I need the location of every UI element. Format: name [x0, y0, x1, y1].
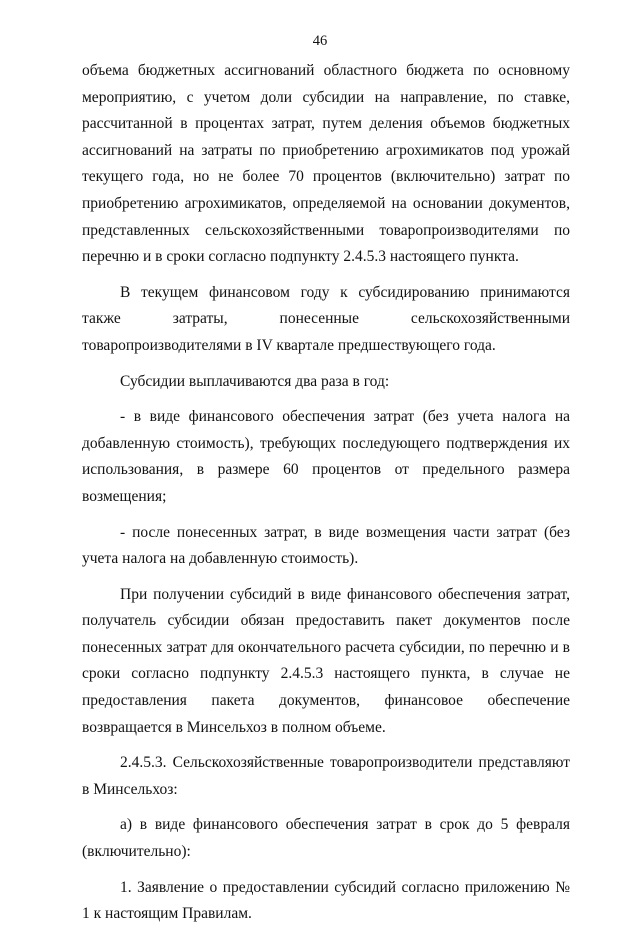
list-item-reimbursement: - после понесенных затрат, в виде возмещения части затрат (без учета налога на добавленную стоимость). — [82, 523, 570, 568]
paragraph-q4-costs: В текущем финансовом году к субсидированию принимаются также затраты, понесенные сельскохозяйственными товаропроизводителями в IV квартале предшествующего года. — [82, 283, 570, 354]
document-body — [82, 58, 570, 937]
paragraph-subsection-a: а) в виде финансового обеспечения затрат в срок до 5 февраля (включительно): — [82, 816, 570, 861]
list-item-financial-provision: - в виде финансового обеспечения затрат (без учета налога на добавленную стоимость), требующих последующего подтверждения их использования, в размере 60 процентов от предельного размера возмещения; — [82, 408, 570, 505]
paragraph-payment-frequency: Субсидии выплачиваются два раза в год: — [120, 372, 390, 390]
paragraph-section-2-4-5-3: 2.4.5.3. Сельскохозяйственные товаропроизводители представляют в Минсельхоз: — [82, 754, 570, 798]
page-number: 46 — [312, 33, 328, 49]
paragraph-documents-obligation: При получении субсидий в виде финансового обеспечения затрат, получатель субсидии обязан предоставить пакет документов после понесенных затрат для окончательного расчета субсидии, по перечню и в сроки согласно подпункту 2.4.5.3 настоящего пункта, в случае не предоставления пакета документов, финансовое обеспечение возвращается в Минсельхоз в полном объеме. — [82, 585, 570, 736]
paragraph-continuation: объема бюджетных ассигнований областного бюджета по основному мероприятию, с учетом доли субсидии на направление, по ставке, рассчитанной в процентах затрат, путем деления объемов бюджетных ассигнований на затраты по приобретению агрохимикатов под урожай текущего года, но не более 70 процентов (включительно) затрат по приобретению агрохимикатов, определяемой на основании документов, представленных сельскохозяйственными товаропроизводителями по перечню и в сроки согласно подпункту 2.4.5.3 настоящего пункта. — [82, 62, 570, 266]
paragraph-item-1: 1. Заявление о предоставлении субсидий согласно приложению № 1 к настоящим Правилам. — [82, 878, 570, 923]
